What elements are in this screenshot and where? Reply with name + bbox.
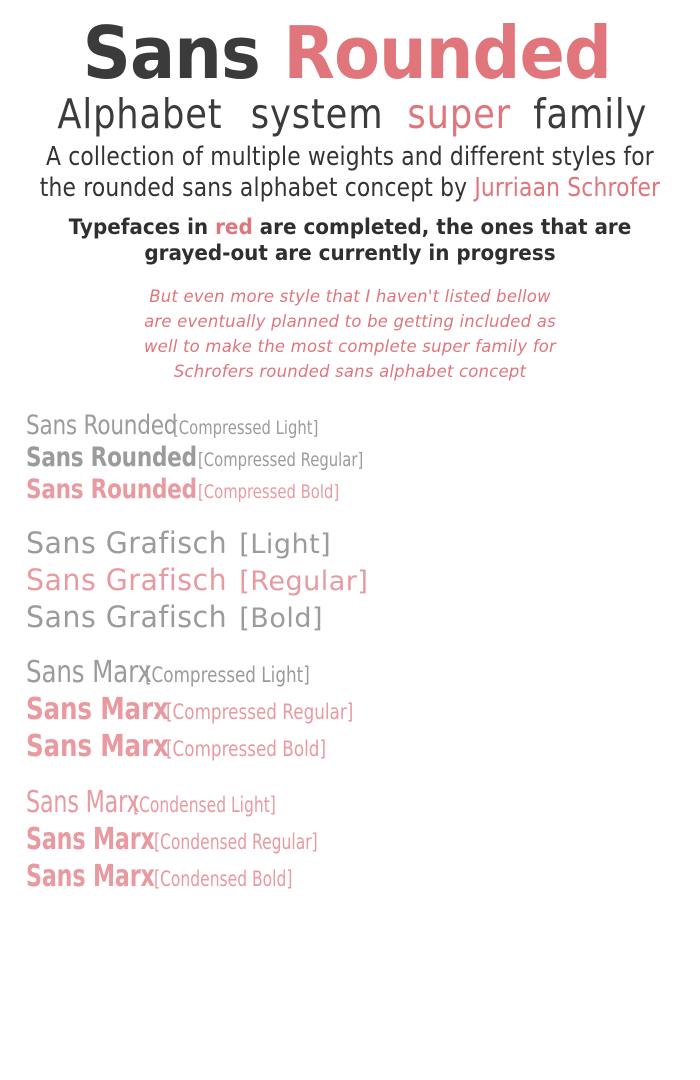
specimen-name: Sans Grafisch <box>26 563 228 597</box>
legend-note-highlight: red <box>215 215 253 239</box>
specimen-name: Sans Marx <box>26 785 140 820</box>
specimen-row <box>26 476 682 503</box>
specimen-row <box>26 655 682 690</box>
legend-note-line-1 <box>35 214 666 240</box>
legend-note-post: are completed, the ones that are <box>252 215 632 239</box>
future-styles-note <box>18 284 682 384</box>
blurb-line-2-text: the rounded sans alphabet concept by <box>39 173 475 203</box>
legend-note-line-2: grayed-out are currently in progress <box>144 241 556 265</box>
subtitle-word-alphabet: Alphabet <box>57 90 223 138</box>
specimen-group-sans-marx-condensed <box>26 785 682 894</box>
specimen-style: [Light] <box>239 529 332 560</box>
specimen-name: Sans Rounded <box>26 442 197 473</box>
future-note-line-4: Schrofers rounded sans alphabet concept <box>173 362 527 381</box>
future-note-line-3: well to make the most complete super family for <box>143 337 557 356</box>
legend-note <box>18 214 682 266</box>
specimen-name: Sans Marx <box>26 859 155 894</box>
subtitle-word-super: super <box>407 90 511 138</box>
subtitle-word-family: family <box>532 90 647 138</box>
specimen-style: [Condensed Bold] <box>153 867 293 891</box>
specimen-name: Sans Marx <box>26 729 169 764</box>
future-note-line-1: But even more style that I haven't listed bellow <box>149 287 551 306</box>
specimen-name: Sans Marx <box>26 822 155 857</box>
blurb-line-1: A collection of multiple weights and different styles for <box>46 142 654 172</box>
specimen-name: Sans Rounded <box>26 474 197 505</box>
specimen-row <box>26 563 682 597</box>
specimen-style: [Compressed Bold] <box>197 481 339 503</box>
specimen-group-sans-grafisch <box>26 526 682 634</box>
specimen-row <box>26 412 682 439</box>
masthead-word-sans: Sans <box>82 11 261 95</box>
specimen-name: Sans Marx <box>26 692 169 727</box>
specimen-row <box>26 692 682 727</box>
specimen-row <box>26 600 682 634</box>
specimen-style: [Regular] <box>239 566 369 597</box>
specimen-list <box>18 412 682 892</box>
masthead-subtitle <box>18 90 682 138</box>
specimen-style: [Bold] <box>239 603 324 634</box>
specimen-group-sans-rounded-compressed <box>26 412 682 503</box>
specimen-row <box>26 859 682 894</box>
specimen-row <box>26 526 682 560</box>
masthead-word-rounded: Rounded <box>283 11 612 95</box>
blurb-line-2 <box>35 173 666 204</box>
specimen-style: [Compressed Light] <box>145 663 311 687</box>
specimen-style: [Compressed Regular] <box>197 449 363 471</box>
masthead-title <box>18 0 682 95</box>
specimen-row <box>26 785 682 820</box>
legend-note-pre: Typefaces in <box>68 215 216 239</box>
specimen-group-sans-marx-compressed <box>26 655 682 764</box>
description-blurb <box>18 142 682 204</box>
specimen-style: [Compressed Bold] <box>165 737 326 761</box>
specimen-name: Sans Marx <box>26 655 152 690</box>
specimen-style: [Compressed Light] <box>173 417 319 439</box>
designer-name: Jurriaan Schrofer <box>474 173 661 203</box>
specimen-name: Sans Grafisch <box>26 600 228 634</box>
specimen-style: [Condensed Regular] <box>153 830 318 854</box>
specimen-style: [Condensed Light] <box>133 793 277 817</box>
future-note-line-2: are eventually planned to be getting included as <box>144 312 556 331</box>
specimen-style: [Compressed Regular] <box>165 700 354 724</box>
specimen-row <box>26 729 682 764</box>
specimen-name: Sans Rounded <box>26 410 178 441</box>
subtitle-word-system: system <box>250 90 384 138</box>
specimen-row <box>26 822 682 857</box>
specimen-name: Sans Grafisch <box>26 526 228 560</box>
specimen-row <box>26 444 682 471</box>
